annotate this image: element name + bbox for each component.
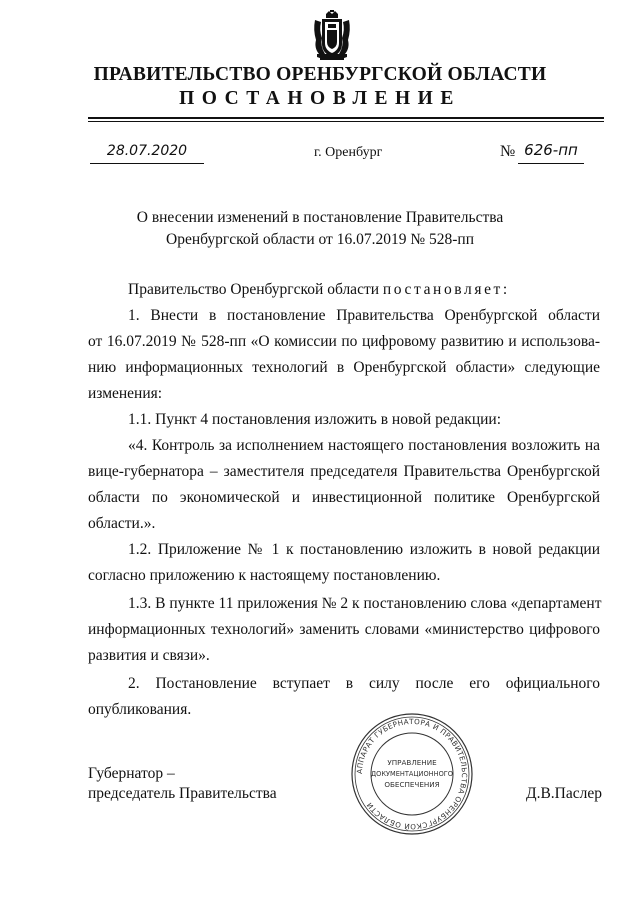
- stamp-center-line-1: УПРАВЛЕНИЕ: [387, 758, 437, 767]
- body-line: согласно приложению к настоящему постановлению.: [88, 567, 441, 584]
- stamp-center-line-2: ДОКУМЕНТАЦИОННОГО: [371, 770, 453, 778]
- stamp-ring-text: АППАРАТ ГУБЕРНАТОРА И ПРАВИТЕЛЬСТВА ОРЕНБУРГСКОЙ ОБЛАСТИ: [354, 716, 470, 832]
- government-title: ПРАВИТЕЛЬСТВО ОРЕНБУРГСКОЙ ОБЛАСТИ: [93, 64, 547, 85]
- date-underline: [90, 163, 204, 164]
- document-subject: [0, 207, 640, 251]
- number-sign: №: [500, 143, 516, 160]
- body-line: изменения:: [88, 385, 163, 402]
- body-line: 1.3. В пункте 11 приложения № 2 к постановлению слова «департамент: [128, 595, 602, 612]
- preamble-line: [128, 278, 600, 302]
- document-type-title: ПОСТАНОВЛЕНИЕ: [179, 88, 461, 109]
- number-underline: [518, 163, 584, 164]
- signatory-position-line-1: Губернатор –: [88, 765, 175, 782]
- document-city: г. Оренбург: [314, 145, 383, 160]
- subject-line-2: Оренбургской области от 16.07.2019 № 528-пп: [166, 231, 474, 248]
- subject-line-1: О внесении изменений в постановление Правительства: [136, 209, 504, 226]
- body-line: вице-губернатора – заместителя председателя Правительства Оренбургской: [88, 463, 600, 480]
- body-line: 1.2. Приложение № 1 к постановлению изложить в новой редакции: [128, 541, 600, 558]
- body-line: нию информационных технологий в Оренбургской области» следующие: [88, 359, 600, 376]
- body-line: от 16.07.2019 № 528-пп «О комиссии по цифровому развитию и использова-: [88, 333, 600, 350]
- body-line: 1. Внести в постановление Правительства Оренбургской области: [128, 307, 600, 324]
- signatory-name: Д.В.Паслер: [526, 785, 602, 802]
- body-line: «4. Контроль за исполнением настоящего постановления возложить на: [128, 437, 600, 454]
- header-divider-thick: [88, 117, 604, 119]
- stamp-center-line-3: ОБЕСПЕЧЕНИЯ: [384, 780, 440, 789]
- body-line: развития и связи».: [88, 647, 210, 664]
- header-divider-thin: [88, 121, 604, 122]
- body-line: информационных технологий» заменить словами «министерство цифрового: [88, 621, 600, 638]
- body-line: 1.1. Пункт 4 постановления изложить в новой редакции:: [128, 411, 502, 428]
- document-date: 28.07.2020: [106, 143, 188, 159]
- coat-of-arms-icon: [311, 10, 353, 64]
- signatory-position-line-2: председатель Правительства: [88, 785, 277, 802]
- body-line: опубликования.: [88, 701, 192, 718]
- document-number: 626-пп: [524, 141, 578, 159]
- body-line: области по экономической и инвестиционной политике Оренбургской: [88, 489, 600, 506]
- body-line: области.».: [88, 515, 156, 532]
- official-stamp: [350, 712, 474, 836]
- preamble-decree-word: постановляет:: [382, 281, 510, 298]
- signatory-position: [88, 764, 277, 804]
- body-line: 2. Постановление вступает в силу после его официального: [128, 675, 600, 692]
- preamble-prefix: Правительство Оренбургской области: [128, 281, 383, 298]
